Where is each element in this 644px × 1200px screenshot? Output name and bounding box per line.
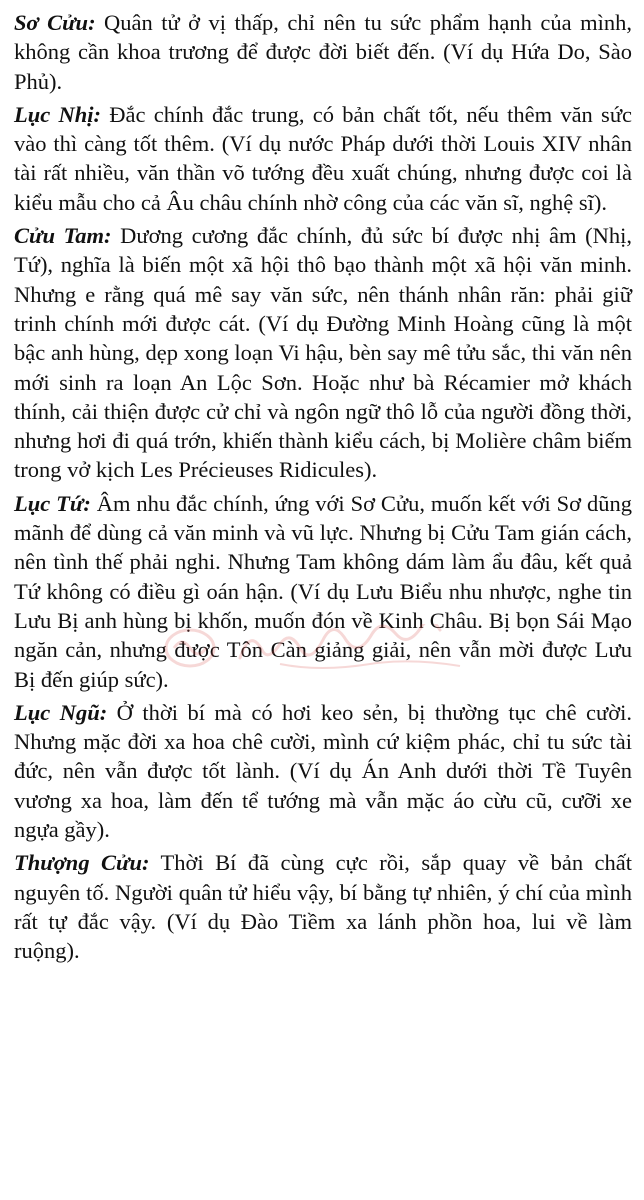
document-body bbox=[14, 8, 632, 970]
paragraph-thuong-cuu bbox=[14, 848, 632, 965]
paragraph-so-cuu bbox=[14, 8, 632, 96]
line-term: Lục Ngũ: bbox=[14, 699, 108, 725]
line-term: Lục Nhị: bbox=[14, 101, 101, 127]
paragraph-luc-nhi bbox=[14, 100, 632, 217]
paragraph-luc-tu bbox=[14, 489, 632, 694]
line-term: Thượng Cửu: bbox=[14, 850, 150, 876]
line-term: Lục Tứ: bbox=[14, 490, 91, 516]
paragraph-cuu-tam bbox=[14, 221, 632, 485]
line-commentary: Thời Bí đã cùng cực rồi, sắp quay về bản chất nguyên tố. Người quân tử hiểu vậy, bí bằng tự nhiên, ý chí của mình rất tự đắc vậy. (Ví dụ Đào Tiềm xa lánh phồn hoa, lui về làm ruộng). bbox=[14, 850, 632, 964]
line-commentary: Đắc chính đắc trung, có bản chất tốt, nếu thêm văn sức vào thì càng tốt thêm. (Ví dụ nước Pháp dưới thời Louis XIV nhân tài rất nhiều, văn thần võ tướng đều xuất chúng, nhưng được coi là kiểu mẫu cho cả Âu châu chính nhờ công của các văn sĩ, nghệ sĩ). bbox=[14, 101, 632, 215]
line-commentary: Âm nhu đắc chính, ứng với Sơ Cửu, muốn kết với Sơ dũng mãnh để dùng cả văn minh và vũ lực. Nhưng bị Cửu Tam gián cách, nên tình thế phải nghi. Nhưng Tam không dám làm ẩu đâu, kết quả Tứ không có điều gì oán hận. (Ví dụ Lưu Biểu nhu nhược, nghe tin Lưu Bị anh hùng bị khốn, muốn đón về Kinh Châu. Bị bọn Sái Mạo ngăn cản, nhưng được Tôn Càn giảng giải, nên vẫn mời được Lưu Bị đến giúp sức). bbox=[14, 490, 632, 692]
line-commentary: Dương cương đắc chính, đủ sức bí được nhị âm (Nhị, Tứ), nghĩa là biến một xã hội thô bạo thành một xã hội văn minh. Nhưng e rằng quá mê say văn sức, nên thánh nhân răn: phải giữ trinh chính mới được cát. (Ví dụ Đường Minh Hoàng cũng là một bậc anh hùng, dẹp xong loạn Vi hậu, bèn say mê tửu sắc, thi văn nên mới sinh ra loạn An Lộc Sơn. Hoặc như bà Récamier mở khách thính, cải thiện được cử chỉ và ngôn ngữ thô lỗ của người đồng thời, nhưng hơi đi quá trớn, khiến thành kiểu cách, bị Molière châm biếm trong vở kịch Les Précieuses Ridicules). bbox=[14, 223, 632, 483]
line-term: Cửu Tam: bbox=[14, 223, 112, 249]
line-commentary: Ở thời bí mà có hơi keo sẻn, bị thường tục chê cười. Nhưng mặc đời xa hoa chê cười, mình cứ kiệm phác, chỉ tu sức tài đức, nên vẫn được tốt lành. (Ví dụ Án Anh dưới thời Tề Tuyên vương xa hoa, làm đến tể tướng mà vẫn mặc áo cừu cũ, cưỡi xe ngựa gầy). bbox=[14, 699, 632, 843]
line-commentary: Quân tử ở vị thấp, chỉ nên tu sức phẩm hạnh của mình, không cần khoa trương để được đời biết đến. (Ví dụ Hứa Do, Sào Phủ). bbox=[14, 10, 632, 94]
line-term: Sơ Cửu: bbox=[14, 10, 96, 35]
paragraph-luc-ngu bbox=[14, 698, 632, 844]
